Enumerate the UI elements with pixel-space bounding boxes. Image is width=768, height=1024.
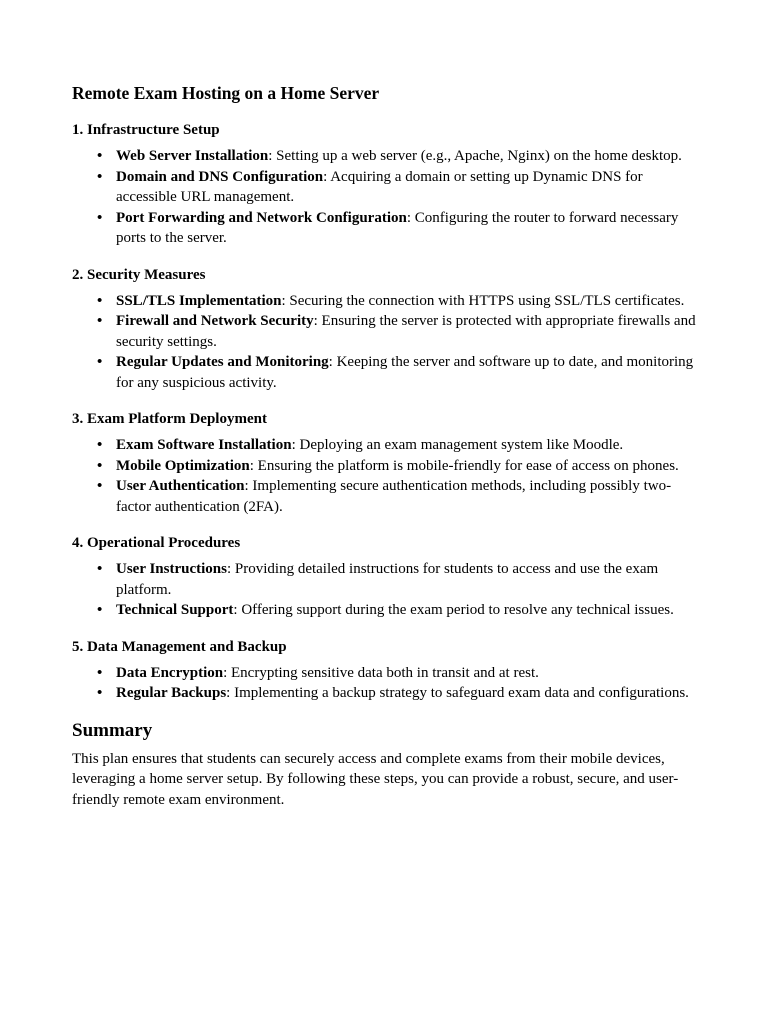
item-term: Regular Updates and Monitoring (116, 354, 329, 370)
bullet-list (72, 146, 696, 249)
item-term: Regular Backups (116, 685, 227, 701)
item-description: : Acquiring a domain or setting up Dynamic DNS for accessible URL management. (116, 168, 643, 205)
item-description: : Providing detailed instructions for students to access and use the exam platform. (116, 561, 659, 598)
item-term: Domain and DNS Configuration (116, 168, 324, 185)
section-heading: 3. Exam Platform Deployment (72, 411, 267, 427)
item-term: Mobile Optimization (116, 457, 250, 474)
item-description: : Encrypting sensitive data both in transit and at rest. (223, 664, 539, 681)
section-heading: 5. Data Management and Backup (72, 638, 287, 655)
item-term: Data Encryption (116, 664, 224, 681)
bullet-icon: • (97, 478, 103, 494)
summary-paragraph: This plan ensures that students can securely access and complete exams from their mobile devices, leveraging a home server setup. By following these steps, you can provide a robust, secure, and user-friendly remote exam environment. (72, 750, 679, 808)
summary-heading: Summary (72, 719, 153, 741)
item-term: Port Forwarding and Network Configuration (116, 209, 407, 226)
list-item (72, 476, 696, 517)
list-item (72, 311, 696, 352)
item-term: Technical Support (116, 602, 234, 618)
section-heading: 2. Security Measures (72, 266, 206, 283)
bullet-icon: • (97, 209, 103, 226)
section-heading: 4. Operational Procedures (72, 535, 241, 551)
list-item (72, 600, 696, 621)
bullet-list (72, 291, 696, 394)
bullet-icon: • (97, 602, 103, 618)
item-term: Exam Software Installation (116, 437, 292, 453)
item-description: : Offering support during the exam period to resolve any technical issues. (233, 602, 674, 618)
bullet-icon: • (97, 354, 103, 370)
list-item (72, 663, 696, 684)
bullet-icon: • (97, 561, 103, 577)
list-item (72, 559, 696, 600)
bullet-icon: • (97, 168, 103, 185)
item-description: : Ensuring the server is protected with appropriate firewalls and security settings. (116, 313, 696, 350)
bullet-icon: • (97, 313, 103, 329)
item-term: Firewall and Network Security (116, 313, 314, 329)
document-title: Remote Exam Hosting on a Home Server (72, 83, 380, 103)
list-item (72, 435, 696, 456)
list-item (72, 352, 696, 393)
bullet-list (72, 663, 696, 704)
bullet-icon: • (97, 685, 103, 701)
item-description: : Securing the connection with HTTPS using SSL/TLS certificates. (281, 292, 685, 309)
bullet-icon: • (97, 664, 103, 681)
item-term: SSL/TLS Implementation (116, 292, 282, 309)
list-item (72, 291, 696, 312)
item-term: User Authentication (116, 478, 245, 494)
item-term: User Instructions (116, 561, 227, 577)
bullet-list (72, 435, 696, 517)
item-description: : Configuring the router to forward necessary ports to the server. (116, 209, 679, 246)
item-term: Web Server Installation (116, 148, 269, 164)
bullet-list (72, 559, 696, 621)
item-description: : Implementing secure authentication methods, including possibly two-factor authentication (2FA). (116, 478, 672, 515)
bullet-icon: • (97, 457, 103, 474)
bullet-icon: • (97, 292, 103, 309)
bullet-icon: • (97, 437, 103, 453)
item-description: : Keeping the server and software up to date, and monitoring for any suspicious activity. (116, 354, 694, 391)
item-description: : Ensuring the platform is mobile-friendly for ease of access on phones. (249, 457, 679, 474)
list-item (72, 456, 696, 477)
sections-container (72, 119, 696, 704)
list-item (72, 146, 696, 167)
bullet-icon: • (97, 148, 103, 164)
item-description: : Implementing a backup strategy to safeguard exam data and configurations. (226, 685, 689, 701)
section-heading: 1. Infrastructure Setup (72, 122, 220, 138)
item-description: : Deploying an exam management system like Moodle. (291, 437, 624, 453)
list-item (72, 683, 696, 704)
item-description: : Setting up a web server (e.g., Apache, Nginx) on the home desktop. (268, 148, 682, 164)
list-item (72, 167, 696, 208)
list-item (72, 208, 696, 249)
